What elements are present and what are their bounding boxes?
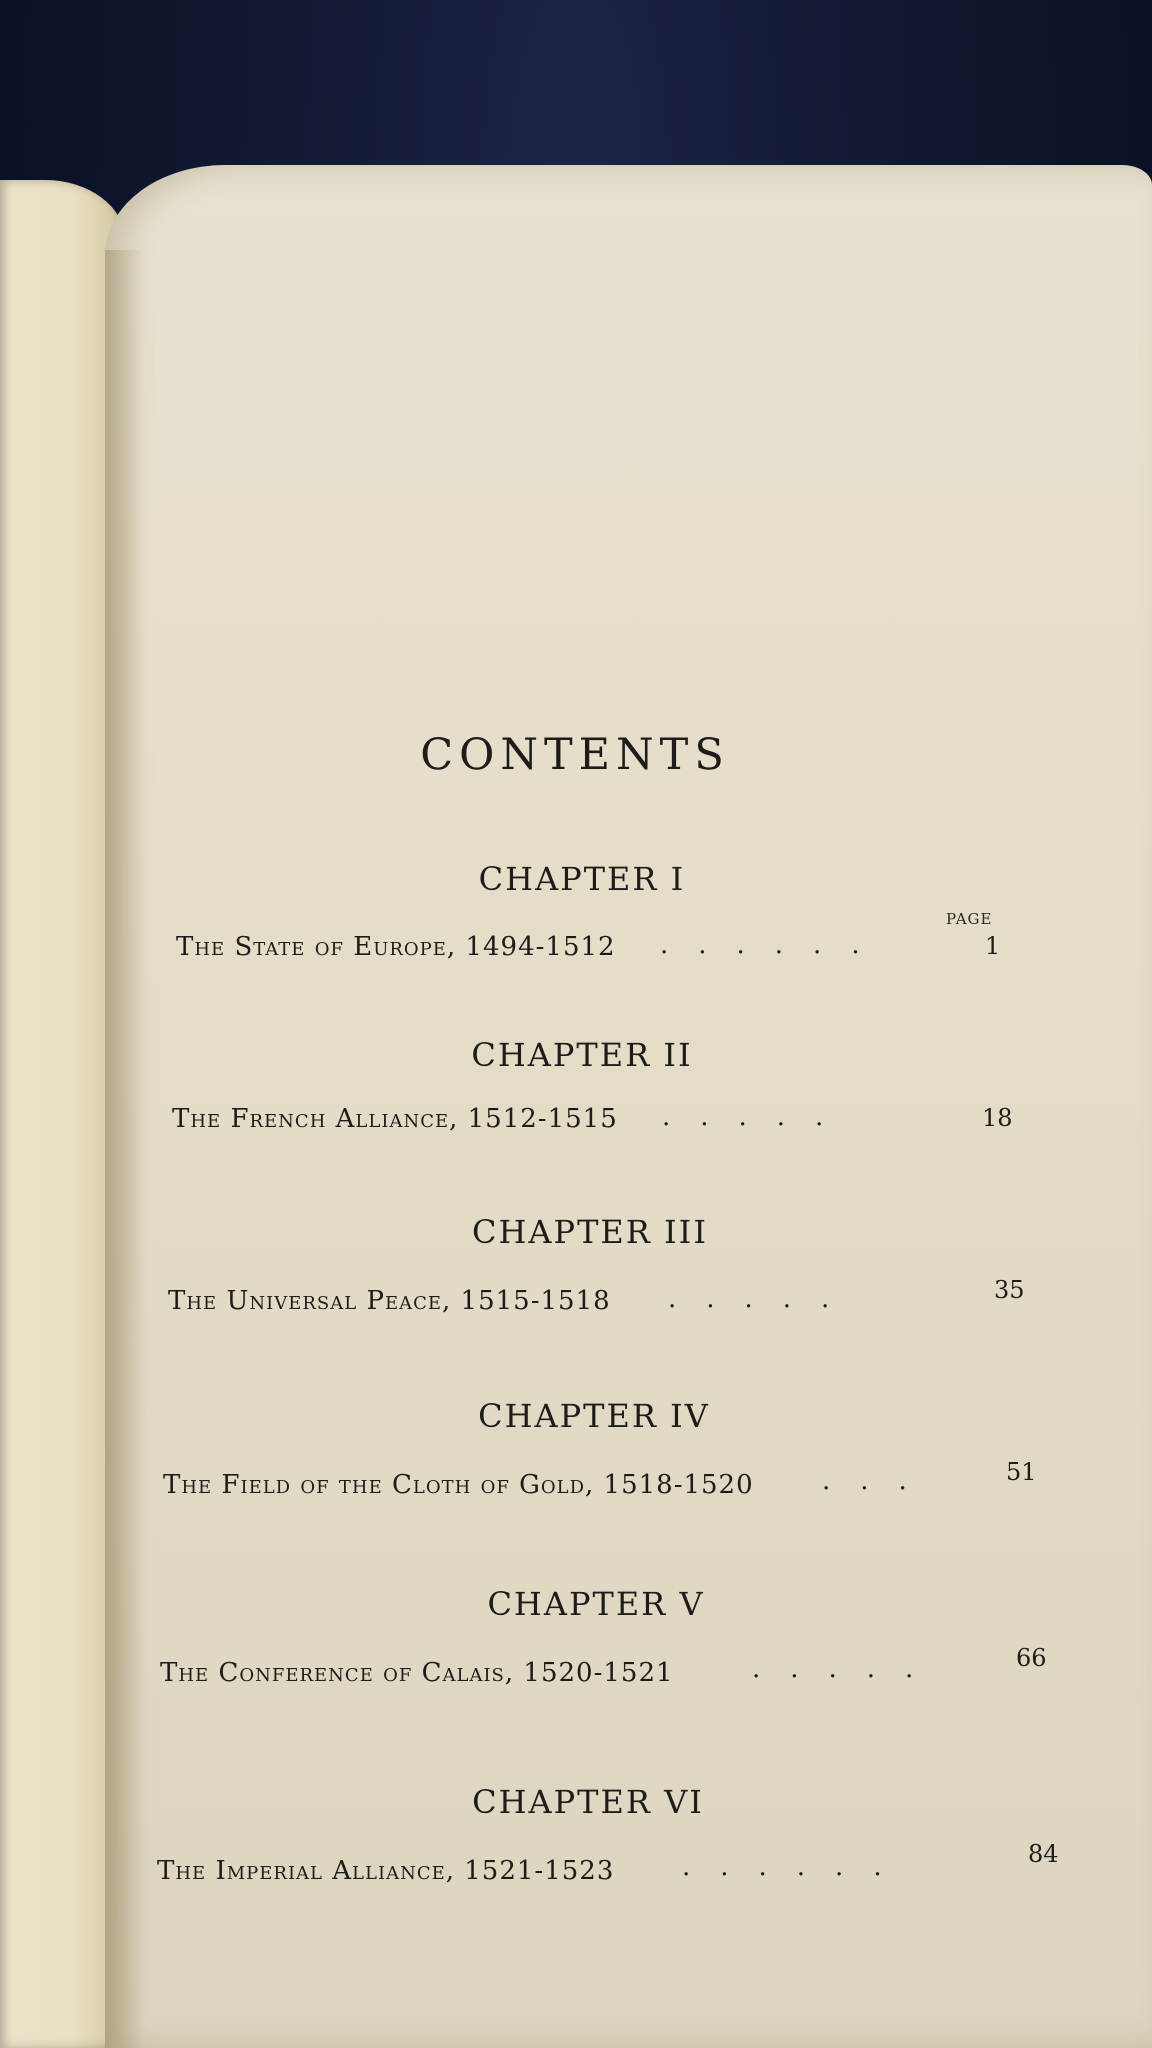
page-number: 35 [994, 1276, 1025, 1304]
chapter-title: The Field of the Cloth of Gold, 1518-1520 [163, 1470, 754, 1500]
chapter-title: The Imperial Alliance, 1521-1523 [157, 1856, 615, 1886]
dot-leader: ...... [660, 930, 890, 960]
dot-leader: ...... [682, 1852, 912, 1882]
chapter-heading: CHAPTER II [471, 1036, 693, 1074]
chapter-heading: CHAPTER V [487, 1585, 705, 1623]
page-number: 1 [985, 932, 1001, 960]
chapter-title: The State of Europe, 1494-1512 [176, 932, 616, 962]
dot-leader: ... [822, 1466, 937, 1496]
chapter-title: The French Alliance, 1512-1515 [172, 1104, 618, 1134]
chapter-heading: CHAPTER III [472, 1213, 708, 1251]
dot-leader: ..... [668, 1284, 860, 1314]
dot-leader: ..... [752, 1654, 944, 1684]
chapter-heading: CHAPTER VI [472, 1783, 704, 1821]
chapter-title: The Conference of Calais, 1520-1521 [160, 1658, 674, 1688]
page-number: 84 [1028, 1840, 1059, 1868]
chapter-title: The Universal Peace, 1515-1518 [168, 1286, 611, 1316]
page-number: 66 [1016, 1644, 1047, 1672]
page-number: 18 [982, 1104, 1013, 1132]
page-column-label: PAGE [946, 910, 993, 928]
dot-leader: ..... [662, 1102, 854, 1132]
chapter-heading: CHAPTER I [478, 860, 686, 898]
contents-title: CONTENTS [420, 730, 730, 780]
page-number: 51 [1006, 1458, 1037, 1486]
page-gutter-shadow [105, 250, 145, 2048]
chapter-heading: CHAPTER IV [478, 1397, 710, 1435]
